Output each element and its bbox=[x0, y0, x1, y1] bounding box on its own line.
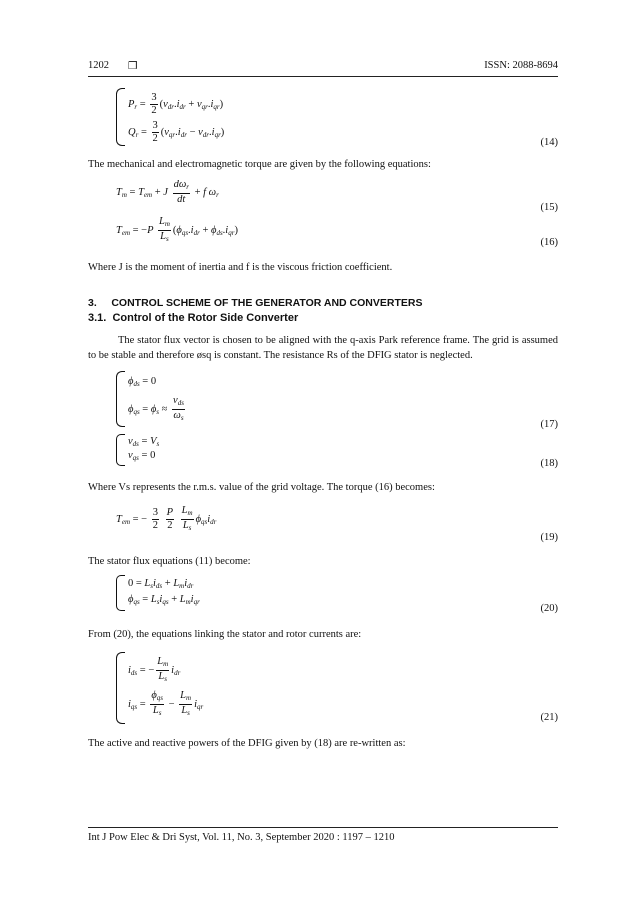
subsection-heading-3-1: 3.1. Control of the Rotor Side Converter bbox=[88, 312, 299, 324]
equation-number-19: (19) bbox=[540, 532, 558, 543]
paragraph-inertia: Where J is the moment of inertia and f is the viscous friction coefficient. bbox=[88, 262, 393, 273]
equation-16: $T_{em} = -P$ $\frac{L_m}{L_s}$ $(\phi_{qs}.i_{dr} + \phi_{ds}.i_{qr})$ bbox=[116, 216, 238, 243]
paragraph-torque-intro: The mechanical and electromagnetic torque are given by the following equations: bbox=[88, 159, 431, 170]
equation-number-17: (17) bbox=[540, 419, 558, 430]
paragraph-grid-voltage: Where Vs represents the r.m.s. value of the grid voltage. The torque (16) becomes: bbox=[88, 482, 435, 493]
equation-number-20: (20) bbox=[540, 603, 558, 614]
equation-number-15: (15) bbox=[540, 202, 558, 213]
equation-number-21: (21) bbox=[540, 712, 558, 723]
paragraph-currents: From (20), the equations linking the stator and rotor currents are: bbox=[88, 629, 362, 640]
paragraph-powers: The active and reactive powers of the DFIG given by (18) are re-written as: bbox=[88, 738, 406, 749]
page-number: 1202 bbox=[88, 60, 109, 71]
footer-rule bbox=[88, 827, 558, 828]
equation-15: $T_m = T_{em} + J$ $\frac{d\omega_r}{dt}$ + f $\omega_r$ bbox=[116, 179, 219, 205]
header-rule bbox=[88, 76, 558, 77]
equation-number-16: (16) bbox=[540, 237, 558, 248]
square-icon: ❒ bbox=[128, 60, 138, 72]
equation-number-14: (14) bbox=[540, 137, 558, 148]
paragraph-stator-flux: The stator flux vector is chosen to be aligned with the q-axis Park reference frame. The grid is assumed to be stable and therefore øsq is constant. The resistance Rs of the DFIG stator is neglected. bbox=[88, 335, 558, 361]
equation-number-18: (18) bbox=[540, 458, 558, 469]
section-heading-3: 3. CONTROL SCHEME OF THE GENERATOR AND CONVERTERS bbox=[88, 297, 423, 309]
paragraph-stator-flux-eq: The stator flux equations (11) become: bbox=[88, 556, 251, 567]
footer-citation: Int J Pow Elec & Dri Syst, Vol. 11, No. 3, September 2020 : 1197 – 1210 bbox=[88, 832, 395, 843]
equation-19: $T_{em}$ = − $\frac{3}{2}$ $\frac{P}{2}$ $\frac{L_m}{L_s}$ $\phi_{qs}i_{dr}$ bbox=[116, 505, 217, 532]
issn: ISSN: 2088-8694 bbox=[484, 60, 558, 71]
